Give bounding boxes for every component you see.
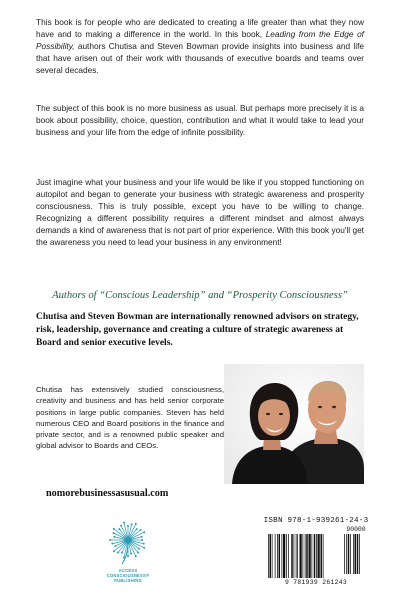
publisher-name-line-1: ACCESS (118, 568, 138, 573)
author-bio: Chutisa has extensively studied consciousness, creativity and business and has held senior corporate positions in large public companies. Steven has held numerous CEO and Board positions in the finance and private sector, and is a renowned public speaker and global advisor to Boards and CEOs. (36, 385, 224, 451)
isbn-barcode (262, 517, 370, 587)
blurb-p1-text-end: authors Chutisa and Steven Bowman provide insights into business and life that have arisen out of their work with thousands of executive boards and teams over several decades. (36, 40, 364, 75)
publisher-name-line-2: CONSCIOUSNESS® (106, 573, 150, 578)
publisher-name-line-3: PUBLISHING (114, 578, 142, 583)
authors-paragraph: Chutisa and Steven Bowman are internationally renowned advisors on strategy, risk, leadership, governance and creating a culture of strategic awareness at Board and senior executive levels. (36, 312, 359, 348)
blurb-paragraph-1 (36, 17, 364, 77)
book-title-italic: Leading from the Edge of Possibility, (36, 28, 364, 51)
dandelion-icon (96, 520, 160, 566)
authors-tagline: Authors of “Conscious Leadership” and “Prosperity Consciousness” (52, 290, 348, 301)
isbn-label: ISBN 978-1-939261-24-3 (263, 517, 369, 525)
barcode-ean-digits: 9 781939 261243 (284, 579, 348, 586)
website-url: nomorebusinessasusual.com (46, 488, 169, 499)
publisher-logo (96, 520, 160, 590)
author-photo-illustration (224, 364, 364, 484)
blurb-paragraph-3: Just imagine what your business and your life would be like if you stopped functioning on autopilot and began to generate your business with strategic awareness and prosperity consciousness. This is truly possible, except you have to be willing to change. Recognizing a different possibility requires a different mindset and almost always demands a kind of awareness that is not part of prior experience. With this book you'll get the awareness you need to lead your business in any environment! (36, 177, 364, 247)
barcode-bars (262, 526, 370, 580)
barcode-addon-digits: 90000 (346, 526, 366, 533)
blurb-paragraph-2: The subject of this book is no more business as usual. But perhaps more precisely it is a book about possibility, choice, question, contribution and what it would take to lead your business and your life from the edge of infinite possibility. (36, 103, 364, 137)
author-photo (224, 364, 364, 484)
blurb-p1-text-start: This book is for people who are dedicated to creating a life greater than what they now have and to making a difference in the world. In this book, (36, 17, 364, 39)
